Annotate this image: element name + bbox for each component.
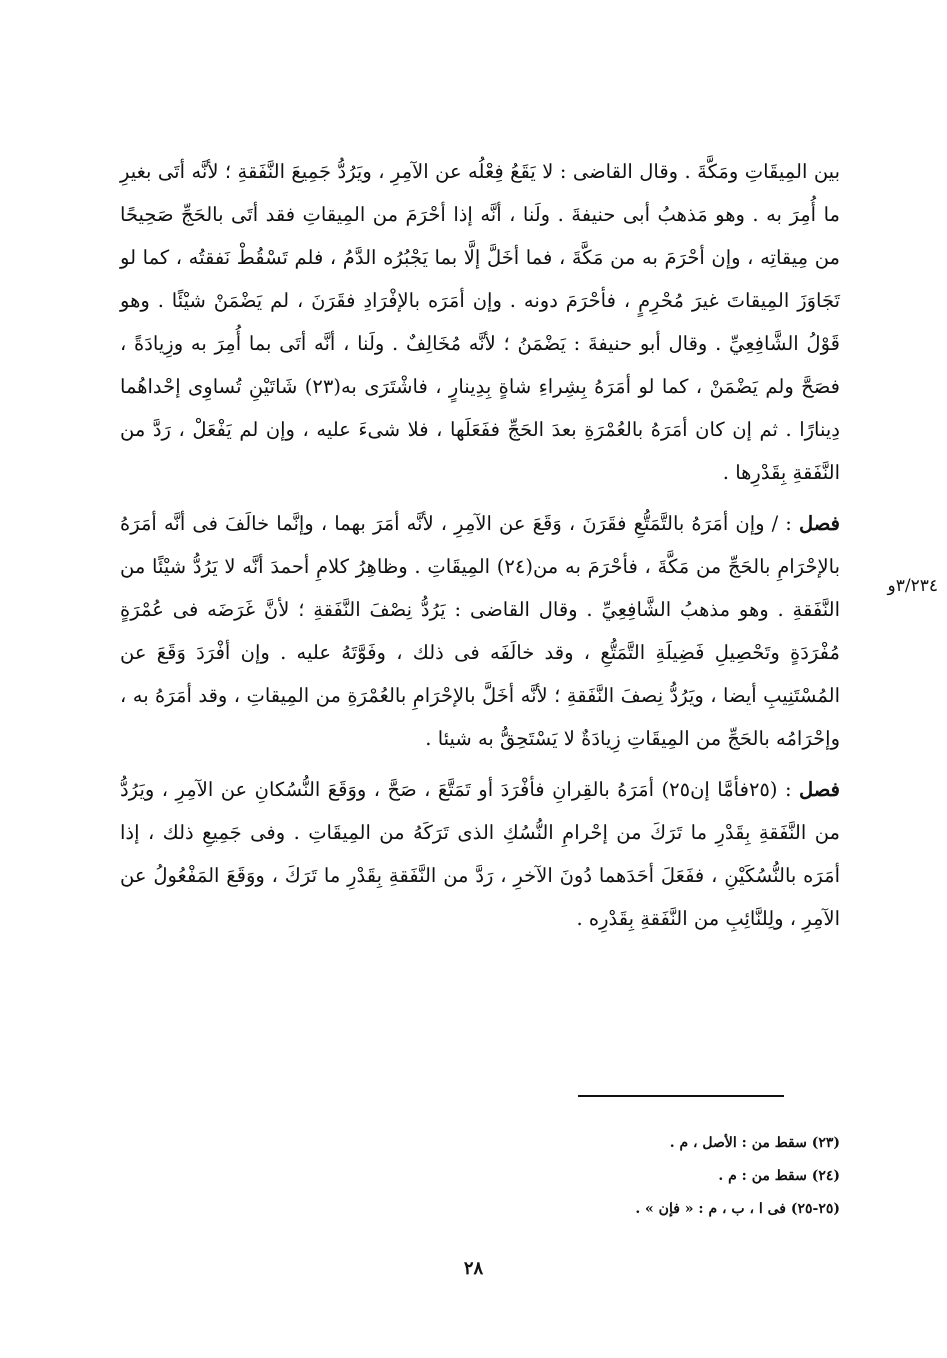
- footnotes: [330, 1127, 840, 1226]
- paragraph-3-text: : (٢٥فأمَّا إن٢٥) أمَرَهُ بالقِرانِ فأفْرَدَ أو تَمَتَّعَ ، صَحَّ ، ووَقَعَ النُّسُكانِ عن الآمِرِ ، ويَرُدُّ من النَّفَقةِ بِقَدْرِ ما تَرَكَ من إحْرامِ النُّسُكِ الذى تَرَكَهُ من المِيقَاتِ . وفى جَمِيعِ ذلك ، إذا أمَرَه بالنُّسُكَيْنِ ، ففَعَلَ أحَدَهما دُونَ الآخرِ ، رَدَّ من النَّفَقةِ بِقَدْرِ ما تَرَكَ ، ووَقَعَ المَفْعُولُ عن الآمِرِ ، ولِلنَّائِبِ من النَّفَقةِ بِقَدْرِه .: [120, 778, 840, 930]
- paragraph-1: [120, 150, 840, 494]
- paragraph-2-text: : / وإن أمَرَهُ بالتَّمَتُّعِ فقَرَنَ ، وَقَعَ عن الآمِرِ ، لأنَّه أمَرَ بهما ، وإنَّما خالَفَ فى أنَّه أمَرَهُ بالإحْرَامِ بالحَجِّ من مَكَّةَ ، فأحْرَمَ به من(٢٤) المِيقَاتِ . وظاهِرُ كلامِ أحمدَ أنَّه لا يَرُدُّ شيْئًا من النَّفَقةِ . وهو مذهبُ الشَّافِعِيِّ . وقال القاضى : يَرُدُّ نِصْفَ النَّفَقةِ ؛ لأنَّ غَرَضَه فى عُمْرَةٍ مُفْرَدَةٍ وتَحْصِيلِ فَضِيلَةِ التَّمَتُّعِ ، وقد خالَفَه فى ذلك ، وفَوَّتَهُ عليه . وإن أفْرَدَ وَقَعَ عن المُسْتَنِيبِ أيضا ، ويَرُدُّ نِصفَ النَّفَقةِ ؛ لأنَّه أخَلَّ بالإحْرَامِ بالعُمْرَةِ من المِيقاتِ ، وقد أمَرَهُ به ، وإحْرَامُه بالحَجِّ من المِيقَاتِ زِيادَةٌ لا يَسْتَحِقُّ به شيئا .: [120, 512, 840, 750]
- paragraph-1-text: بين المِيقَاتِ ومَكَّةَ . وقال القاضى : لا يَقَعُ فِعْلُه عن الآمِرِ ، ويَرُدُّ جَمِيعَ النَّفَقةِ ؛ لأنَّه أتَى بغيرِ ما أُمِرَ به . وهو مَذهبُ أبى حنيفةَ . ولَنا ، أنَّه إذا أحْرَمَ من المِيقاتِ فقد أتَى بالحَجِّ صَحِيحًا من مِيقاتِه ، وإن أحْرَمَ به من مَكَّةَ ، فما أخَلَّ إلَّا بما يَجْبُرُه الدَّمُ ، فلم تَسْقُطْ نَفقتُه ، كما لو تَجَاوَزَ المِيقاتَ غيرَ مُحْرِمٍ ، فأحْرَمَ دونه . وإن أمَرَه بالإفْرَادِ فقَرَنَ ، لم يَضْمَنْ شيْئًا . وهو قَوْلُ الشَّافِعِيِّ . وقال أبو حنيفةَ : يَضْمَنُ ؛ لأنَّه مُخَالِفٌ . ولَنا ، أنَّه أتَى بما أُمِرَ به وزِيادَةً ، فصَحَّ ولم يَضْمَنْ ، كما لو أمَرَهُ بِشِراءِ شاةٍ بِدِينارٍ ، فاشْتَرَى به(٢٣) شَاتَيْنِ تُساوِى إحْداهُما دِينارًا . ثم إن كان أمَرَهُ بالعُمْرَةِ بعدَ الحَجِّ ففَعَلَها ، فلا شىءَ عليه ، وإن لم يَفْعَلْ ، رَدَّ من النَّفَقةِ بِقَدْرِها .: [120, 160, 840, 484]
- footnote-24: (٢٤) سقط من : م .: [718, 1168, 840, 1184]
- footnote-25: (٢٥-٢٥) فى ا ، ب ، م : « فإن » .: [635, 1201, 840, 1217]
- footnote-23: (٢٣) سقط من : الأصل ، م .: [669, 1135, 840, 1151]
- main-text: [120, 150, 840, 940]
- paragraph-3: [120, 768, 840, 940]
- folio-margin-note: ٣/٢٣٤و: [887, 576, 938, 596]
- section-heading-fasl: فصل: [799, 778, 840, 801]
- footnote-divider: [578, 1095, 784, 1097]
- section-heading-fasl: فصل: [799, 512, 840, 535]
- paragraph-2: [120, 502, 840, 760]
- page-number: ٢٨: [463, 1258, 484, 1279]
